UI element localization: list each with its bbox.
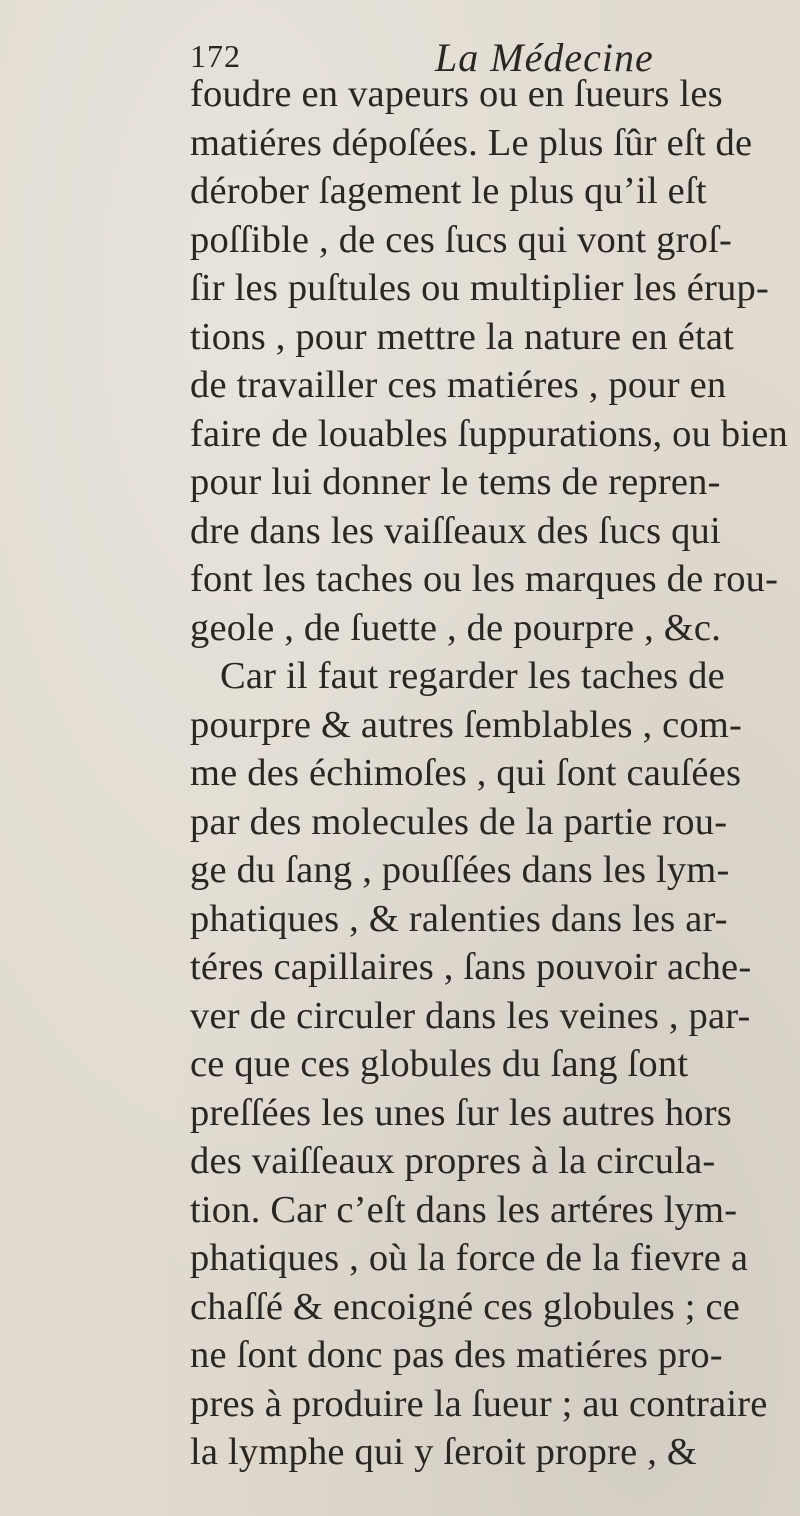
text-line: la lymphe qui y ſeroit propre , &	[190, 1431, 697, 1473]
text-line: chaſſé & encoigné ces globules ; ce	[190, 1285, 741, 1328]
text-line: ſir les puſtules ou multiplier les érup-	[190, 267, 769, 309]
text-line: phatiques , & ralenties dans les ar-	[190, 897, 728, 940]
text-line: tions , pour mettre la nature en état	[190, 315, 735, 358]
page-number: 172	[190, 38, 241, 74]
body-text	[190, 70, 788, 1477]
text-line: tion. Car c’eſt dans les artéres lym-	[190, 1188, 738, 1231]
text-line: pourpre & autres ſemblables , com-	[190, 703, 743, 746]
text-line: Car il faut regarder les taches de	[220, 655, 725, 697]
running-title: La Médecine	[435, 35, 654, 80]
text-line: par des molecules de la partie rou-	[190, 800, 728, 843]
text-line: font les taches ou les marques de rou-	[190, 558, 779, 600]
text-line: des vaiſſeaux propres à la circula-	[190, 1140, 716, 1182]
text-line: ne ſont donc pas des matiéres pro-	[190, 1334, 723, 1376]
text-line: poſſible , de ces ſucs qui vont groſ-	[190, 218, 733, 261]
text-line: preſſées les unes ſur les autres hors	[190, 1091, 732, 1134]
text-line: ce que ces globules du ſang ſont	[190, 1043, 689, 1085]
text-line: matiéres dépoſées. Le plus ſûr eſt de	[190, 121, 753, 164]
text-line: pour lui donner le tems de repren-	[190, 461, 721, 503]
text-line: me des échimoſes , qui ſont cauſées	[190, 752, 742, 794]
text-line: ver de circuler dans les veines , par-	[190, 994, 751, 1037]
page-header	[190, 10, 790, 80]
text-line: dérober ſagement le plus qu’il eſt	[190, 170, 707, 212]
text-line: geole , de ſuette , de pourpre , &c.	[190, 606, 722, 649]
text-line: foudre en vapeurs ou en ſueurs les	[190, 73, 723, 115]
text-line: ge du ſang , pouſſées dans les lym-	[190, 849, 730, 891]
text-line: dre dans les vaiſſeaux des ſucs qui	[190, 509, 721, 552]
text-line: de travailler ces matiéres , pour en	[190, 364, 727, 406]
text-line: pres à produire la ſueur ; au contraire	[190, 1382, 768, 1425]
text-line: phatiques , où la force de la fievre a	[190, 1237, 749, 1279]
text-line: téres capillaires , ſans pouvoir ache-	[190, 946, 752, 988]
text-line: faire de louables ſuppurations, ou bien	[190, 412, 788, 455]
